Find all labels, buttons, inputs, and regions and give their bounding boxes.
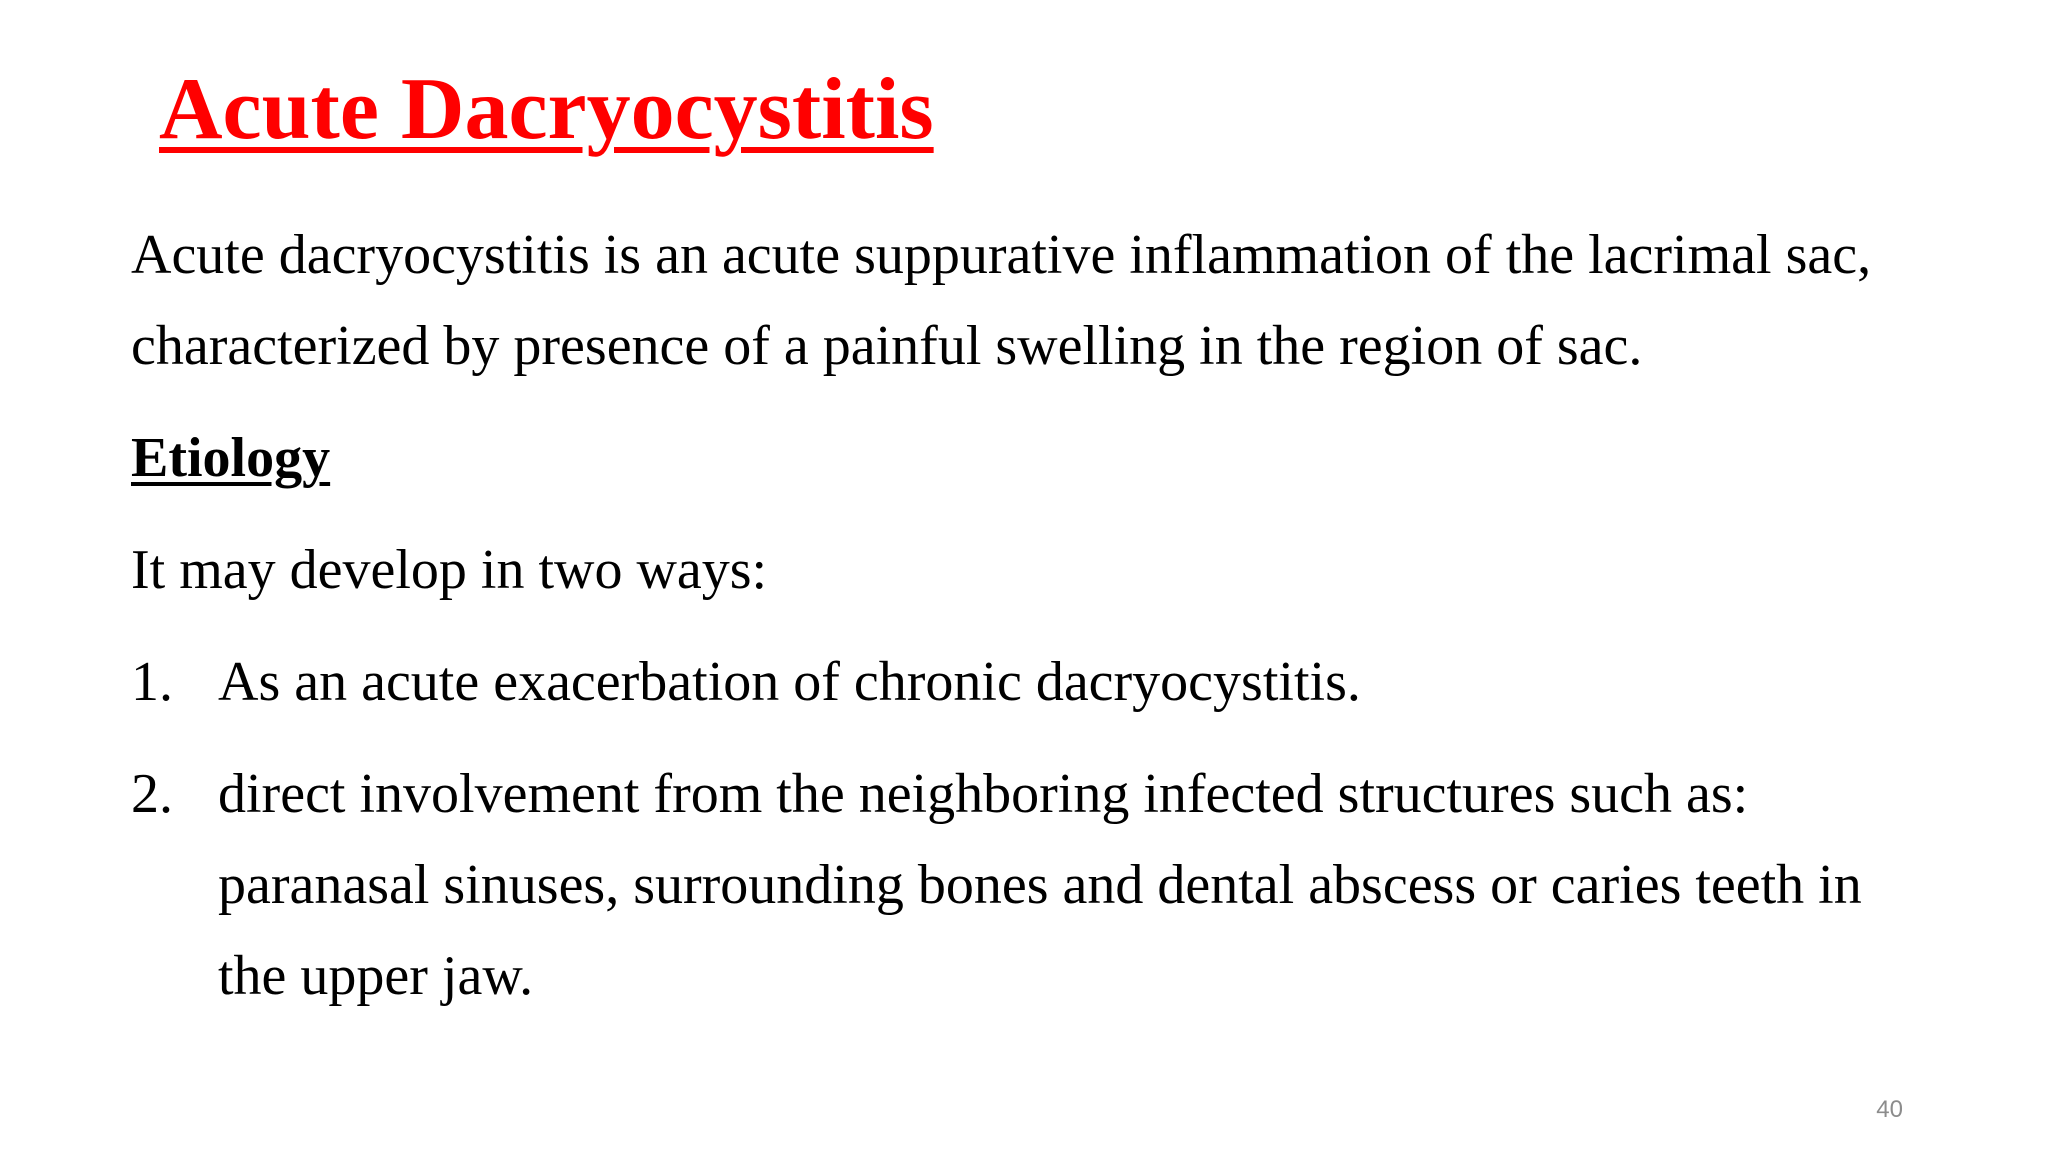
intro-line-2: characterized by presence of a painful swelling in the region of sac. xyxy=(131,315,1643,377)
intro-line-1: Acute dacryocystitis is an acute suppurative inflammation of the lacrimal sac, xyxy=(131,224,1872,286)
list-number-1: 1. xyxy=(131,651,173,713)
list-item-2-line-1: direct involvement from the neighboring infected structures such as: xyxy=(218,763,1749,825)
slide-title: Acute Dacryocystitis xyxy=(159,61,934,158)
list-item-2-line-3: the upper jaw. xyxy=(218,945,534,1007)
lead-text: It may develop in two ways: xyxy=(131,539,768,601)
list-item-1-line-1: As an acute exacerbation of chronic dacryocystitis. xyxy=(218,651,1361,713)
list-item-2-line-2: paranasal sinuses, surrounding bones and dental abscess or caries teeth in xyxy=(218,854,1862,916)
list-number-2: 2. xyxy=(131,763,173,825)
section-heading-etiology: Etiology xyxy=(131,427,331,489)
slide-number: 40 xyxy=(1876,1096,1903,1123)
